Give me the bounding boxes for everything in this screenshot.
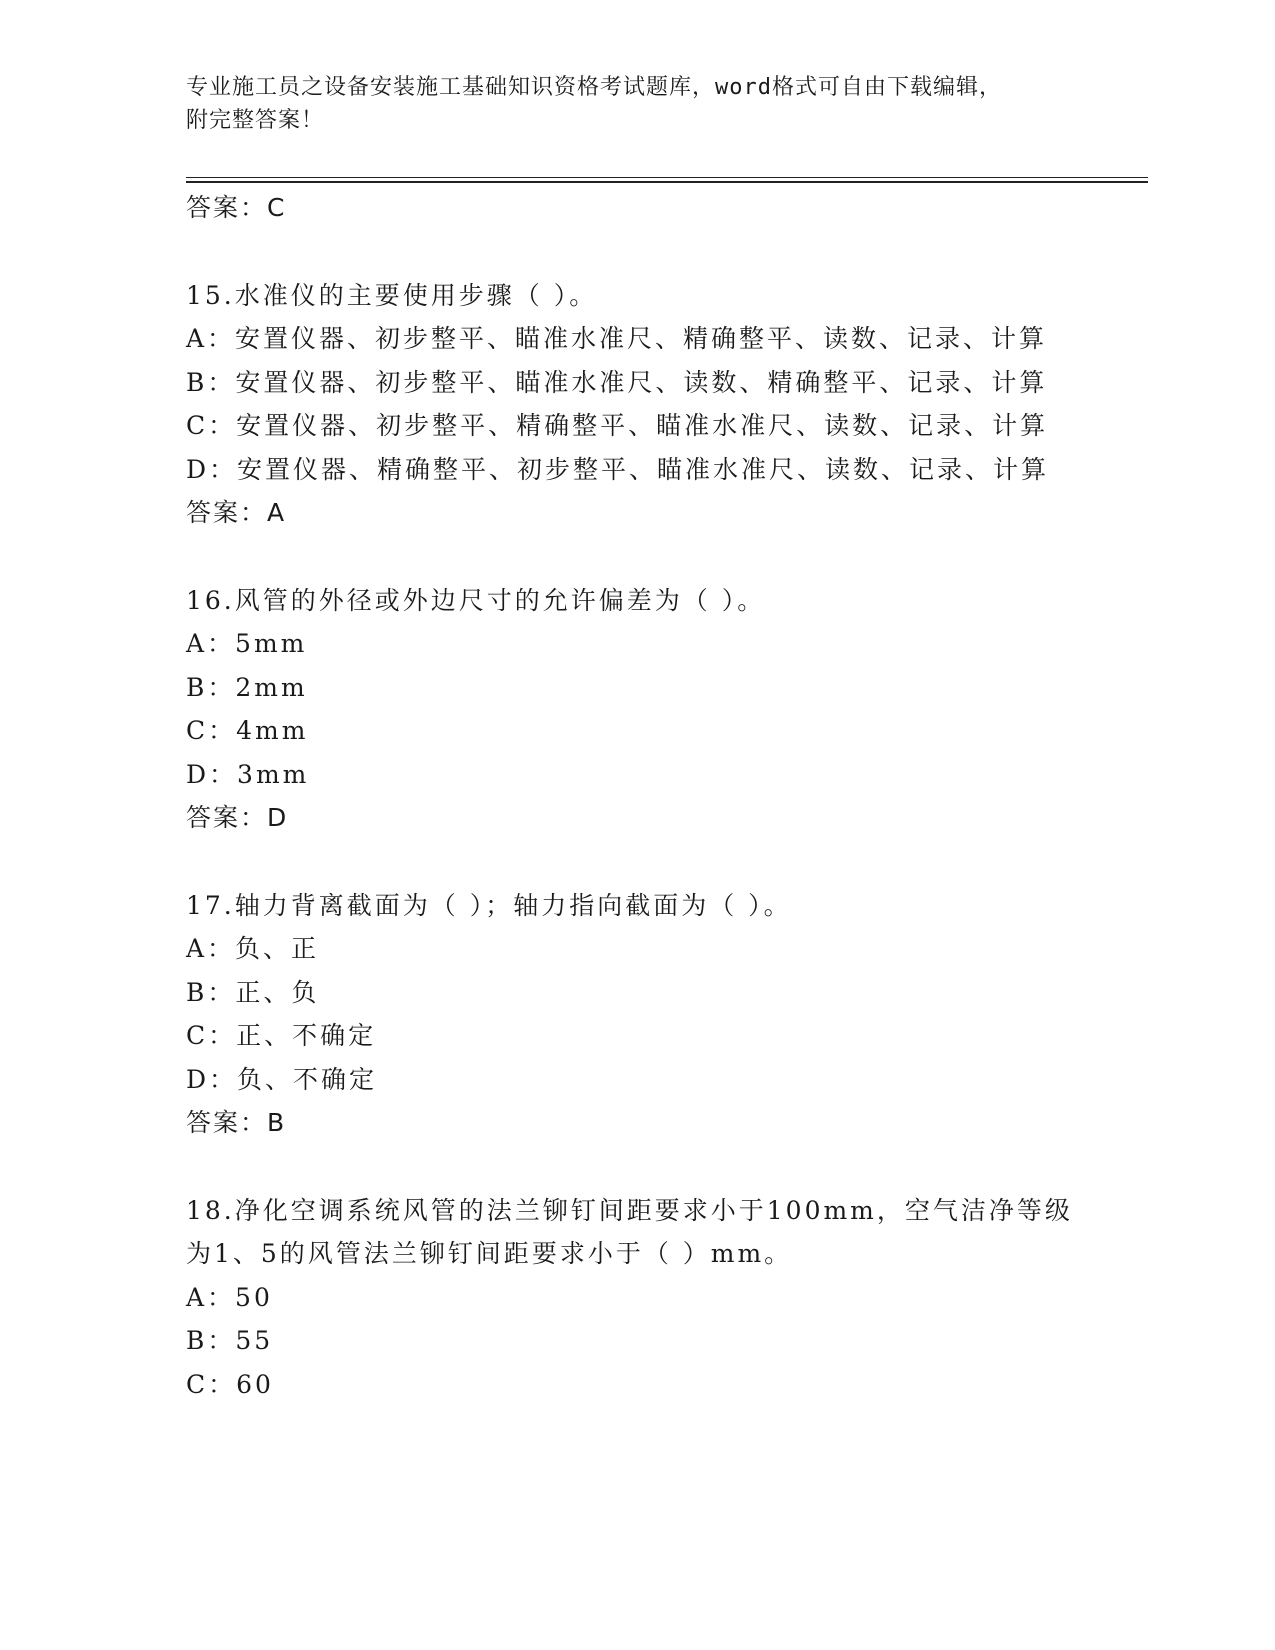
q18-option-a: A：50 — [186, 1283, 273, 1312]
q16-question: 16.风管的外径或外边尺寸的允许偏差为（ ）。 — [186, 586, 766, 615]
q17-option-b: B：正、负 — [186, 978, 320, 1007]
q17-answer: 答案：B — [186, 1108, 287, 1137]
q16-option-b: B：2mm — [186, 673, 308, 702]
q17-question: 17.轴力背离截面为（ ）；轴力指向截面为（ ）。 — [186, 891, 792, 920]
q15-option-c: C：安置仪器、初步整平、精确整平、瞄准水准尺、读数、记录、计算 — [186, 411, 1049, 440]
header-title-line-1: 专业施工员之设备安装施工基础知识资格考试题库，word格式可自由下载编辑， — [186, 75, 1002, 100]
q16-answer: 答案：D — [186, 803, 289, 832]
header-divider-thin — [186, 177, 1148, 178]
document-header — [186, 71, 1086, 137]
header-title-line-2: 附完整答案！ — [186, 108, 325, 133]
q15-option-d: D：安置仪器、精确整平、初步整平、瞄准水准尺、读数、记录、计算 — [186, 455, 1050, 484]
q16-option-c: C：4mm — [186, 716, 309, 745]
q15-option-a: A：安置仪器、初步整平、瞄准水准尺、精确整平、读数、记录、计算 — [186, 324, 1048, 353]
q16-option-d: D：3mm — [186, 760, 310, 789]
q17-option-a: A：负、正 — [186, 934, 320, 963]
q17-option-d: D：负、不确定 — [186, 1065, 378, 1094]
q15-answer: 答案：A — [186, 498, 287, 527]
q18-option-c: C：60 — [186, 1370, 274, 1399]
q17-option-c: C：正、不确定 — [186, 1021, 377, 1050]
header-divider-thick — [186, 181, 1148, 183]
q15-question: 15.水准仪的主要使用步骤（ ）。 — [186, 281, 598, 310]
q15-option-b: B：安置仪器、初步整平、瞄准水准尺、读数、精确整平、记录、计算 — [186, 368, 1048, 397]
q18-question-line-1: 18.净化空调系统风管的法兰铆钉间距要求小于100mm，空气洁净等级 — [186, 1196, 1073, 1225]
answer-prev: 答案：C — [186, 193, 287, 222]
q18-option-b: B：55 — [186, 1326, 274, 1355]
q16-option-a: A：5mm — [186, 629, 308, 658]
q18-question-line-2: 为1、5的风管法兰铆钉间距要求小于（ ）mm。 — [186, 1239, 793, 1268]
